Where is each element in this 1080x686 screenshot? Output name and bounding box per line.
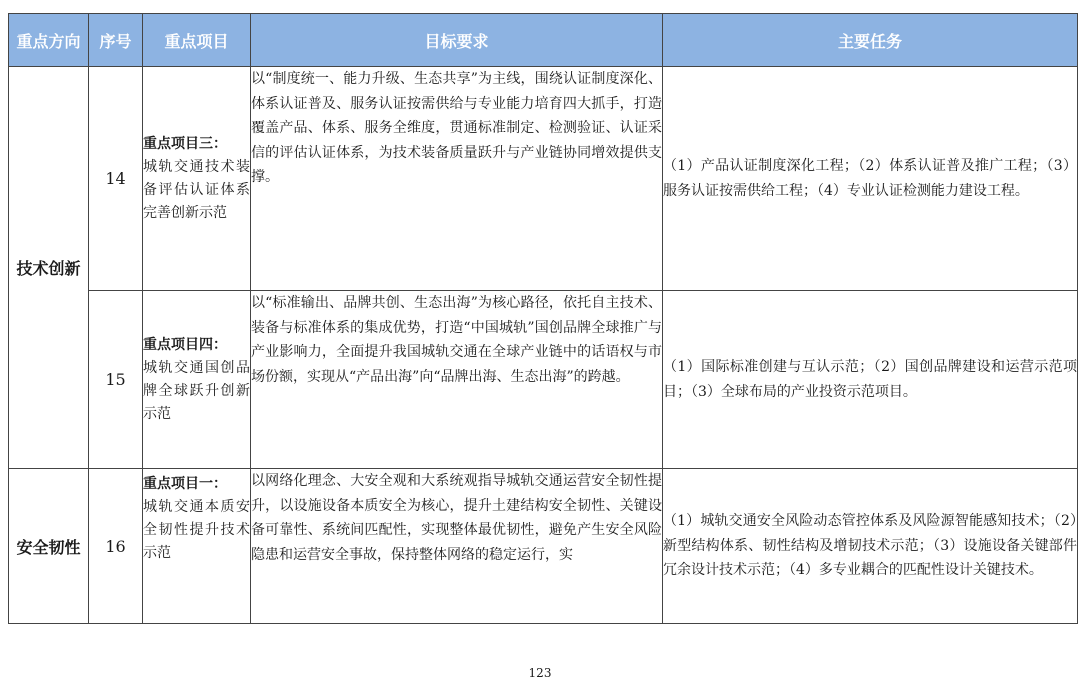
table-row [9, 67, 1078, 291]
project-name: 城轨交通本质安全韧性提升技术示范 [143, 499, 250, 561]
project-name: 城轨交通国创品牌全球跃升创新示范 [143, 359, 250, 422]
table-header-row [9, 14, 1078, 67]
tasks-cell: （1）产品认证制度深化工程；（2）体系认证普及推广工程；（3）服务认证按需供给工程；（4）专业认证检测能力建设工程。 [663, 67, 1078, 291]
row-number: 15 [89, 291, 143, 469]
project-title: 重点项目一： [143, 476, 227, 492]
project-title: 重点项目四： [143, 336, 227, 353]
row-number: 14 [89, 67, 143, 291]
project-cell [143, 469, 251, 624]
project-name: 城轨交通技术装备评估认证体系完善创新示范 [143, 158, 250, 221]
goal-cell: 以“标准输出、品牌共创、生态出海”为核心路径，依托自主技术、装备与标准体系的集成优势，打造“中国城轨”国创品牌全球推广与产业影响力，全面提升我国城轨交通在全球产业链中的话语权与市场份额，实现从“产品出海”向“品牌出海、生态出海”的跨越。 [251, 291, 663, 469]
tasks-cell: （1）国际标准创建与互认示范；（2）国创品牌建设和运营示范项目；（3）全球布局的产业投资示范项目。 [663, 291, 1078, 469]
header-number: 序号 [89, 14, 143, 67]
goal-cell: 以“制度统一、能力升级、生态共享”为主线，围绕认证制度深化、体系认证普及、服务认证按需供给与专业能力培育四大抓手，打造覆盖产品、体系、服务全维度，贯通标准制定、检测验证、认证采信的评估认证体系，为技术装备质量跃升与产业链协同增效提供支撑。 [251, 67, 663, 291]
header-direction: 重点方向 [9, 14, 89, 67]
header-tasks: 主要任务 [663, 14, 1078, 67]
tasks-cell: （1）城轨交通安全风险动态管控体系及风险源智能感知技术；（2）新型结构体系、韧性结构及增韧技术示范；（3）设施设备关键部件冗余设计技术示范；（4）多专业耦合的匹配性设计关键技术。 [663, 469, 1078, 624]
direction-cell-safety-resilience: 安全韧性 [9, 469, 89, 624]
project-cell [143, 291, 251, 469]
header-project: 重点项目 [143, 14, 251, 67]
header-goal: 目标要求 [251, 14, 663, 67]
table-row [9, 469, 1078, 624]
goal-cell: 以网络化理念、大安全观和大系统观指导城轨交通运营安全韧性提升，以设施设备本质安全为核心，提升土建结构安全韧性、关键设备可靠性、系统间匹配性，实现整体最优韧性，避免产生安全风险隐患和运营安全事故，保持整体网络的稳定运行，实 [251, 469, 663, 624]
direction-cell-tech-innovation: 技术创新 [9, 67, 89, 469]
project-cell [143, 67, 251, 291]
project-title: 重点项目三： [143, 135, 227, 152]
table-row [9, 291, 1078, 469]
page-number: 123 [528, 666, 552, 680]
row-number: 16 [89, 469, 143, 624]
key-projects-table [8, 13, 1078, 624]
